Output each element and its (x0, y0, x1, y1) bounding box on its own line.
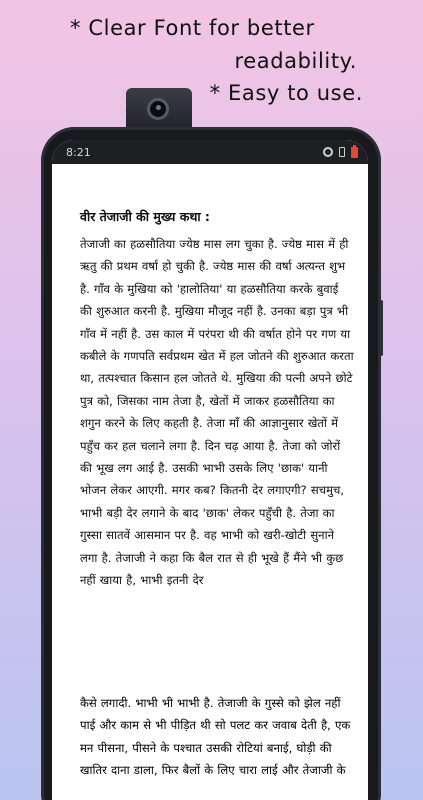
status-bar (52, 140, 368, 164)
article-heading: वीर तेजाजी की मुख्य कथा : (80, 209, 210, 224)
vibrate-icon (339, 147, 345, 157)
promo-line-easy-to-use: * Easy to use. (209, 81, 363, 105)
camera-lens-icon (147, 98, 169, 120)
promo-line-clear-font: * Clear Font for better (70, 16, 315, 40)
promo-caption (0, 0, 423, 115)
battery-icon (351, 147, 358, 158)
signal-icon (323, 147, 333, 157)
article-content (52, 164, 368, 592)
status-icons (323, 147, 358, 158)
status-time: 8:21 (66, 145, 91, 159)
article-paragraph-1: तेजाजी का हळसौतिया ज्येष्ठ मास लग चुका है. ज्येष्ठ मास में ही ऋतु की प्रथम वर्षा हो चुकी है. ज्येष्ठ मास की वर्षा अत्यन्त शुभ है. गाँव के मुखिया को 'हालोतिया' या हळसौतिया करके बुवाई की शुरुआत करनी है. मुखिया मौजूद नहीं है. उनका बड़ा पुत्र भी गाँव में नहीं है. उस काल में परंपरा थी की वर्षात होने पर गण या कबीले के गणपति सर्वप्रथम खेत में हल जोतने की शुरुआत करता था, तत्पश्चात किसान हल जोतते थे. मुखिया की पत्नी अपने छोटे पुत्र को, जिसका नाम तेजा है, खेतों में जाकर हळसौतिया का शगुन करने के लिए कहती है. तेजा माँ की आज्ञानुसार खेतों में पहुँच कर हल चलाने लगा है. दिन चढ़ आया है. तेजा को जोरों की भूख लग आई है. उसकी भाभी उसके लिए 'छाक' यानी भोजन लेकर आएगी. मगर कब? कितनी देर लगाएगी? सचमुच, भाभी बड़ी देर लगाने के बाद 'छाक' लेकर पहुँची है. तेजा का गुस्सा सातवें आसमान पर है. वह भाभी को खरी-खोटी सुनाने लगा है. तेजाजी ने कहा कि बैल रात से ही भूखे हैं मैंने भी कुछ नहीं खाया है, भाभी इतनी देर (80, 237, 354, 588)
phone-side-button (379, 300, 383, 356)
promo-line-readability: readability. (234, 49, 357, 73)
article-paragraph-2: कैसे लगादी. भाभी भी भाभी है. तेजाजी के गुस्से को झेल नहीं पाई और काम से भी पीड़ित थी सो पलट कर जवाब देती है, एक मन पीसना, पीसने के पश्चात उसकी रोटियां बनाई, घोड़ी की खातिर दाना डाला, फिर बैलों के लिए चारा लाई और तेजाजी के (80, 696, 351, 778)
phone-screen (52, 140, 368, 800)
